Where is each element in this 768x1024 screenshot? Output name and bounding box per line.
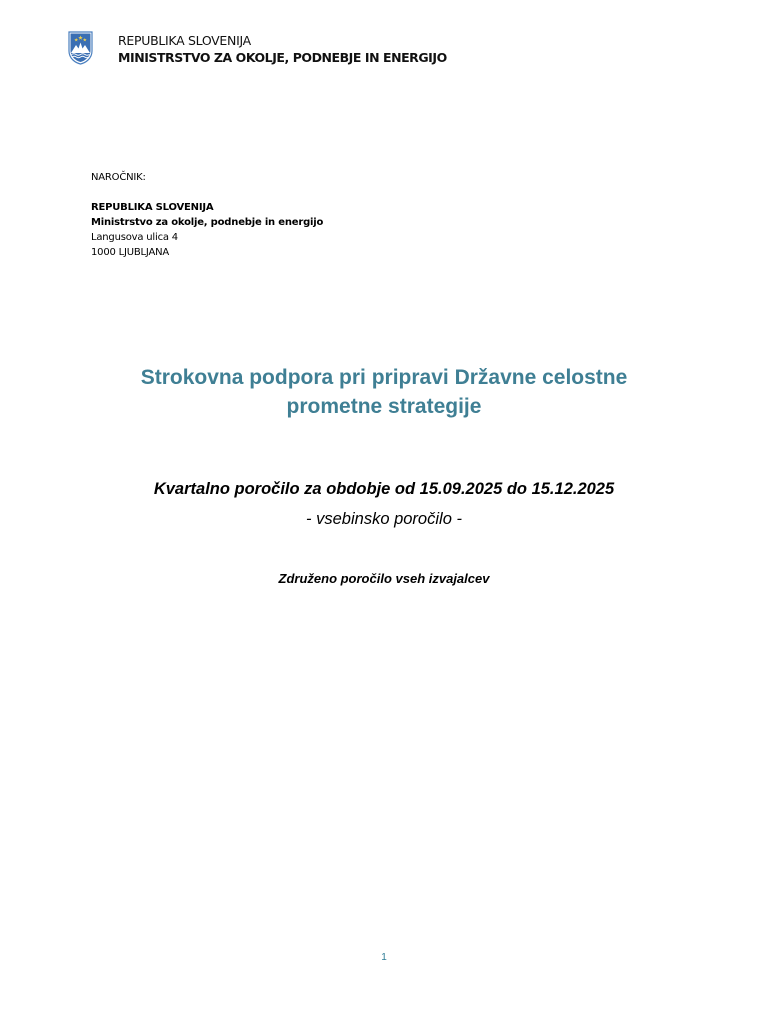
client-city: 1000 LJUBLJANA	[91, 247, 170, 258]
client-label: NAROČNIK:	[91, 172, 146, 183]
header-ministry: MINISTRSTVO ZA OKOLJE, PODNEBJE IN ENERGIJO	[118, 50, 447, 65]
client-ministry: Ministrstvo za okolje, podnebje in energijo	[91, 217, 324, 228]
client-street: Langusova ulica 4	[91, 232, 178, 243]
slovenia-coat-of-arms-icon	[67, 31, 94, 65]
document-title	[0, 363, 768, 421]
report-type: - vsebinsko poročilo -	[306, 510, 462, 528]
client-name: REPUBLIKA SLOVENIJA	[91, 202, 214, 213]
header-text	[118, 31, 447, 66]
document-header	[67, 31, 447, 66]
document-title-line2: prometne strategije	[286, 395, 482, 418]
client-block	[91, 170, 323, 260]
joint-report-label: Združeno poročilo vseh izvajalcev	[278, 571, 490, 586]
report-period: Kvartalno poročilo za obdobje od 15.09.2025 do 15.12.2025	[153, 480, 615, 498]
page-number: 1	[381, 952, 387, 963]
header-republic: REPUBLIKA SLOVENIJA	[118, 33, 251, 48]
document-title-line1: Strokovna podpora pri pripravi Državne celostne	[140, 366, 628, 389]
